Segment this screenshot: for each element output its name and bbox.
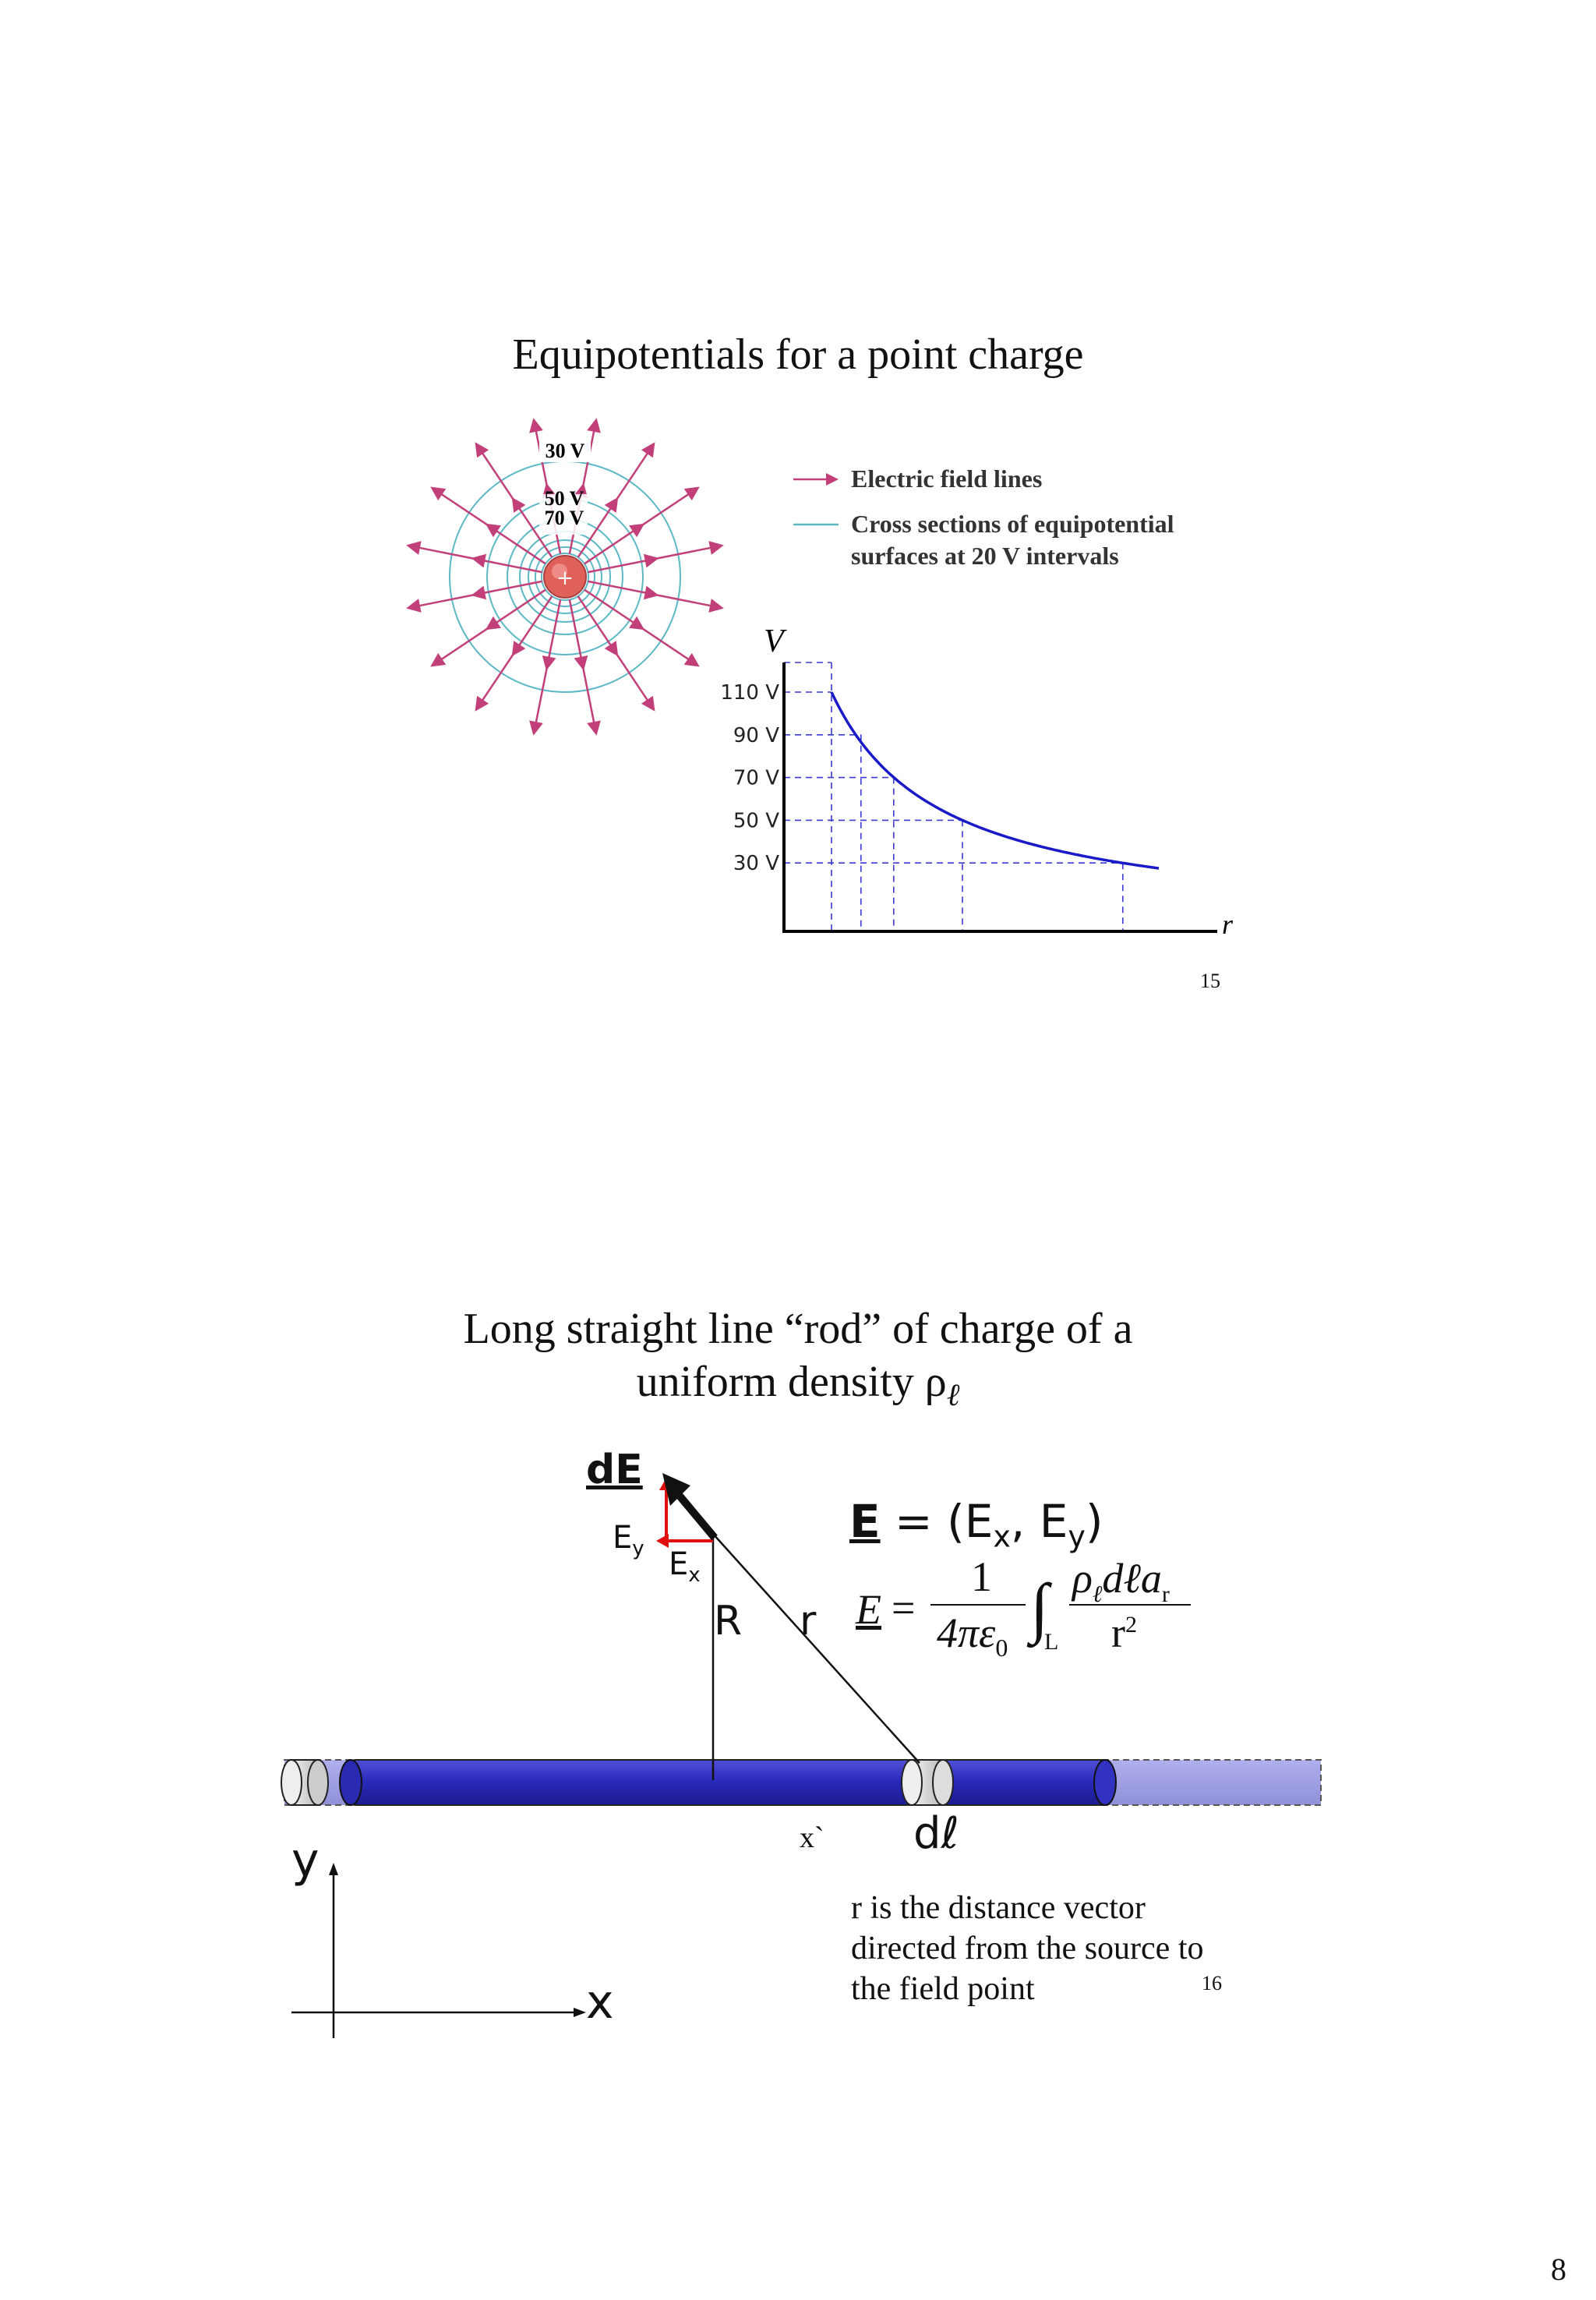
slide1-title: Equipotentials for a point charge [512,330,1084,379]
slide2-title-text: uniform density ρ [636,1358,947,1406]
legend-equipotential-label-2: surfaces at 20 V intervals [851,542,1119,570]
dl-label: dℓ [913,1808,959,1859]
eq-fraction-bar [930,1604,1026,1606]
eq-equals: = [892,1585,916,1631]
r-label: r [800,1598,817,1645]
x-prime-label: x` [800,1821,824,1854]
legend-field-lines-icon [793,473,839,486]
eq-integrand-denominator: $r^2$ [1111,1609,1137,1656]
field-line-arrowhead [473,588,485,599]
field-line-arrowhead [513,642,524,655]
Ex-label: $E_x$ [669,1546,701,1587]
eq-numerator: 1 [971,1553,992,1600]
sheet-page-number: 8 [1551,2252,1566,2287]
dl-element [902,1760,953,1805]
field-line-arrowhead [710,542,722,553]
field-line-arrowhead [606,642,617,655]
slide2-title-subscript: ℓ [946,1377,960,1413]
legend-equipotential-label-1: Cross sections of equipotential [851,510,1174,538]
legend-field-lines-label: Electric field lines [851,465,1043,493]
field-line-arrowhead [433,488,445,499]
label-70v: 70 V [544,507,584,529]
slide2-title-line1: Long straight line “rod” of charge of a [463,1305,1133,1353]
equipotential-diagram [390,413,740,756]
field-line-arrowhead [487,525,500,535]
eq-denominator: $4\pi\varepsilon_0$ [937,1609,1008,1662]
eq-integrand-numerator: $\rho_\ell d\ell a_r$ [1072,1555,1170,1607]
field-line-arrowhead [588,420,599,432]
chart-tick-label: 30 V [733,852,779,876]
field-line-arrowhead [487,618,500,629]
eq-lhs: E [856,1586,881,1633]
slide1-page-number: 15 [1200,970,1220,992]
field-line-arrowhead [606,499,617,511]
dE-label: dE [586,1447,643,1493]
field-line-arrowhead [710,600,722,611]
field-line-arrowhead [686,488,698,499]
eq-integral-sign: ∫ [1030,1570,1049,1645]
field-line-arrowhead [473,555,485,566]
R-label: R [714,1598,743,1645]
chart-xlabel: r [1222,909,1234,940]
field-line-arrowhead [531,722,542,733]
chart-tick-label: 50 V [733,809,779,833]
potential-chart [701,616,1247,959]
chart-series-line [832,692,1159,868]
chart-tick-label: 90 V [733,723,779,747]
field-line-arrowhead [513,499,524,511]
axis-x-label: x [586,1975,614,2030]
charge-plus-sign: + [556,567,574,590]
field-line-arrowhead [630,525,643,535]
Ey-label: $E_y$ [613,1520,644,1560]
eq-integrand-bar [1069,1604,1191,1606]
note-text: r is the distance vector directed from the source to the field point [851,1890,1204,2007]
chart-tick-label: 110 V [720,681,779,705]
axis-y-label: y [291,1833,320,1888]
dE-arrow [675,1490,715,1538]
slide2-title-line2 [0,1356,1596,1421]
field-line-arrowhead [588,722,599,733]
charged-rod [351,1760,1110,1805]
field-line-arrowhead [476,698,487,710]
field-line-arrowhead [408,600,420,611]
field-line-arrowhead [408,542,420,553]
field-line-arrowhead [686,655,698,666]
chart-tick-label: 70 V [733,766,779,790]
field-line-arrowhead [476,444,487,457]
field-line-arrowhead [643,444,654,457]
eq-integral-sub: L [1044,1629,1059,1655]
field-line-arrowhead [645,588,657,599]
field-line-arrowhead [433,655,445,666]
field-line-arrowhead [576,657,587,669]
field-line-arrowhead [645,555,657,566]
slide2-page-number: 16 [1202,1972,1222,1994]
equation-integral [853,1553,1211,1708]
label-30v: 30 V [545,440,585,462]
equation-components: $E = (E_x$, $E_y$) [849,1495,1103,1554]
field-line-arrowhead [643,698,654,710]
field-line-arrowhead [531,420,542,432]
legend [787,456,1255,573]
chart-ylabel: V [764,624,784,659]
label-50v: 50 V [544,487,584,510]
field-line-arrowhead [543,657,554,669]
field-line-arrowhead [630,618,643,629]
rod-faded-right [1103,1760,1321,1805]
